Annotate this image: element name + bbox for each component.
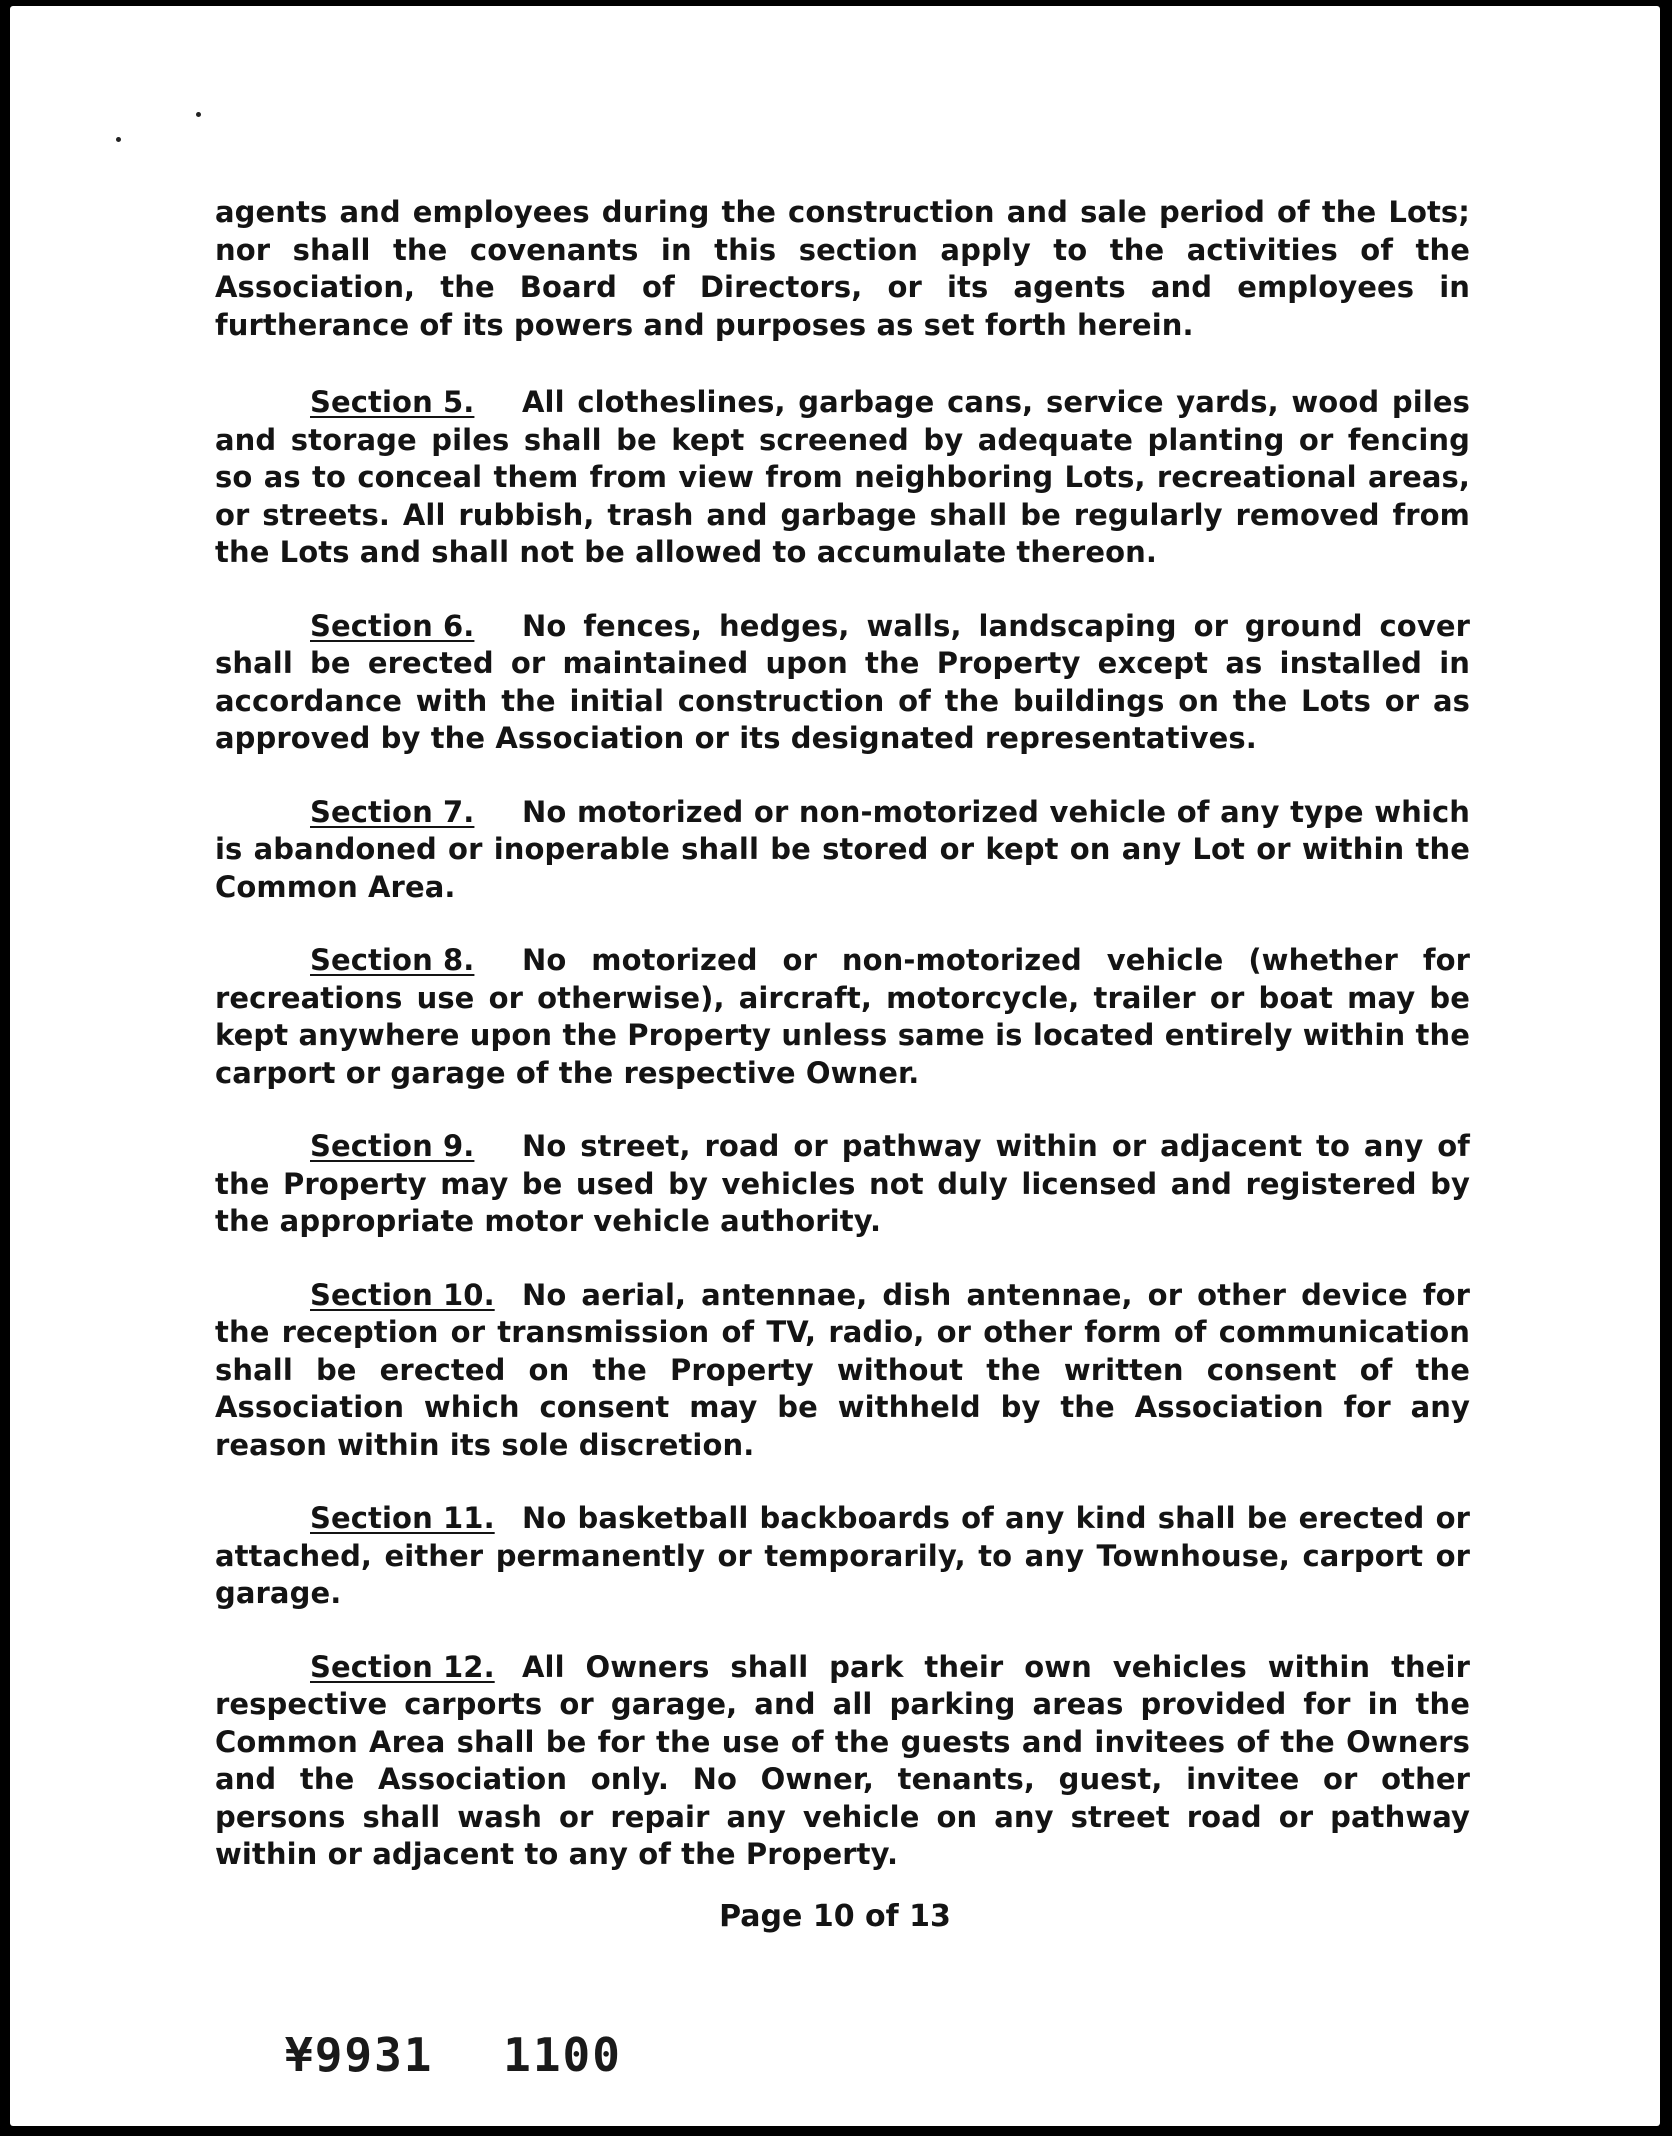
- section-text: No aerial, antennae, dish antennae, or other device for the reception or transmission of TV, radio, or other form of communication shall be erected on the Property without the written consent of the Association which consent may be withheld by the Association for any reason within its sole discretion.: [215, 1277, 1470, 1462]
- section-text: No fences, hedges, walls, landscaping or ground cover shall be erected or maintained upon the Property except as installed in accordance with the initial construction of the buildings on the Lots or as approved by the Association or its designated representatives.: [215, 608, 1470, 755]
- section-12-paragraph: [215, 1649, 1470, 1874]
- section-text: No motorized or non-motorized vehicle (whether for recreations use or otherwise), aircraft, motorcycle, trailer or boat may be kept anywhere upon the Property unless same is located entirely within the carport or garage of the respective Owner.: [215, 943, 1470, 1090]
- document-page: [10, 6, 1660, 2126]
- section-text: All clotheslines, garbage cans, service yards, wood piles and storage piles shall be kept screened by adequate planting or fencing so as to conceal them from view from neighboring Lots, recreational areas, or streets. All rubbish, trash and garbage shall be regularly removed from the Lots and shall not be allowed to accumulate thereon.: [215, 385, 1470, 569]
- document-stamp-number: ¥9931 1100: [285, 2028, 622, 2082]
- section-6-paragraph: [215, 608, 1470, 758]
- page-number: Page 10 of 13: [719, 1899, 951, 1934]
- scan-speck: [116, 137, 121, 142]
- section-5-paragraph: [215, 384, 1470, 572]
- section-11-paragraph: [215, 1500, 1470, 1613]
- section-8-paragraph: [215, 942, 1470, 1092]
- section-text: No motorized or non-motorized vehicle of any type which is abandoned or inoperable shall be stored or kept on any Lot or within the Common Area.: [215, 794, 1470, 904]
- section-heading: Section 6.: [310, 608, 475, 643]
- section-7-paragraph: [215, 794, 1470, 907]
- section-heading: Section 12.: [310, 1649, 495, 1684]
- section-text: No basketball backboards of any kind shall be erected or attached, either permanently or temporarily, to any Townhouse, carport or garage.: [215, 1501, 1470, 1610]
- section-heading: Section 5.: [310, 385, 475, 419]
- section-heading: Section 8.: [310, 943, 475, 977]
- section-heading: Section 11.: [310, 1501, 495, 1535]
- scan-speck: [196, 112, 201, 117]
- section-heading: Section 9.: [310, 1129, 475, 1163]
- section-text: All Owners shall park their own vehicles within their respective carports or garage, and all parking areas provided for in the Common Area shall be for the use of the guests and invitees of the Owners and the Association only. No Owner, tenants, guest, invitee or other persons shall wash or repair any vehicle on any street road or pathway within or adjacent to any of the Property.: [215, 1649, 1470, 1871]
- section-10-paragraph: [215, 1277, 1470, 1465]
- section-heading: Section 7.: [310, 794, 475, 829]
- section-9-paragraph: [215, 1128, 1470, 1241]
- continuation-paragraph: agents and employees during the construction and sale period of the Lots; nor shall the covenants in this section apply to the activities of the Association, the Board of Directors, or its agents and employees in furtherance of its powers and purposes as set forth herein.: [215, 195, 1470, 342]
- section-text: No street, road or pathway within or adjacent to any of the Property may be used by vehicles not duly licensed and registered by the appropriate motor vehicle authority.: [215, 1129, 1470, 1238]
- section-heading: Section 10.: [310, 1277, 495, 1312]
- document-body: [215, 194, 1470, 1910]
